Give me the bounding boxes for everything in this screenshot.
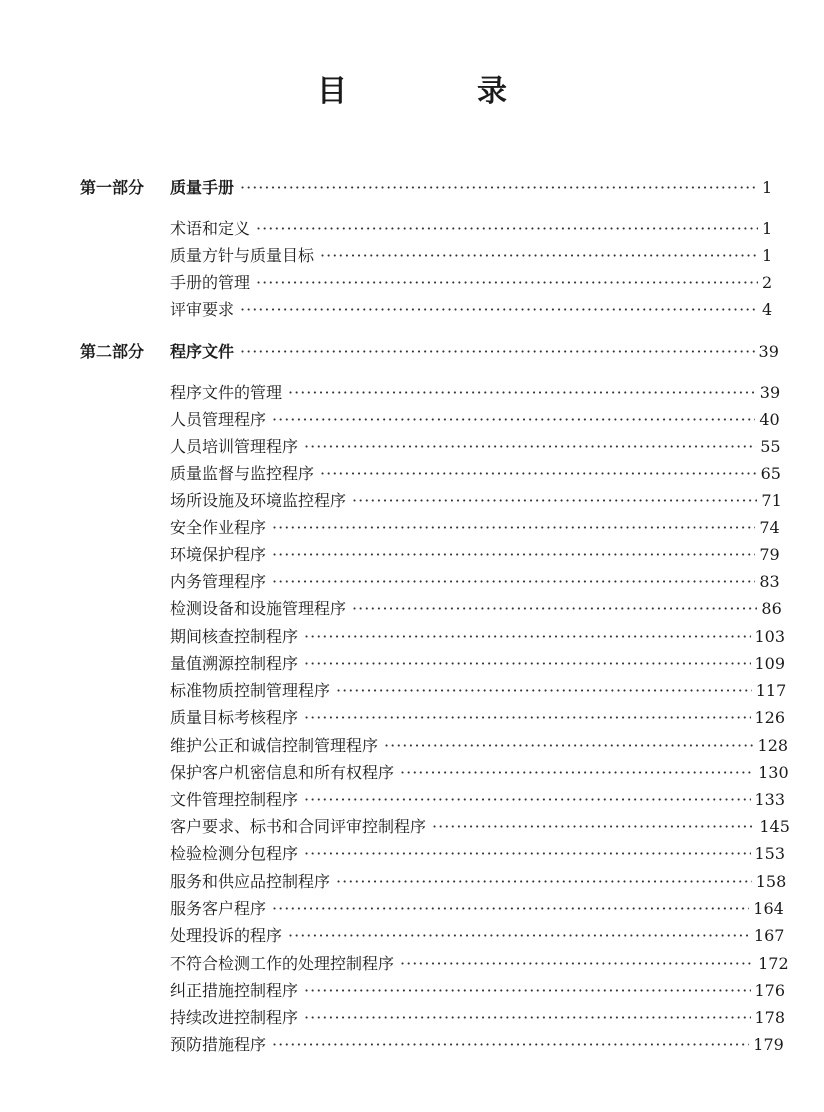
entry-title: 文件管理控制程序 [170, 790, 299, 809]
page-number: 126 [754, 708, 786, 727]
page-number: 145 [759, 817, 790, 836]
toc-entry[interactable] [170, 789, 786, 811]
entry-title: 质量监督与监控程序 [170, 464, 315, 483]
dot-leader [304, 980, 750, 1002]
entry-title: 程序文件的管理 [170, 383, 283, 402]
toc-entry[interactable] [170, 843, 786, 865]
page-number: 39 [758, 342, 779, 361]
entry-title: 标准物质控制管理程序 [170, 681, 331, 700]
entry-title: 服务和供应品控制程序 [170, 872, 331, 891]
toc-entry[interactable] [170, 272, 772, 294]
page-number: 83 [759, 572, 780, 591]
entry-title: 质量目标考核程序 [170, 708, 299, 727]
entry-title: 内务管理程序 [170, 572, 267, 591]
entry-title: 质量方针与质量目标 [170, 246, 315, 265]
dot-leader [304, 789, 750, 811]
dot-leader [288, 382, 756, 404]
toc-entry[interactable] [170, 707, 786, 729]
entry-title: 人员管理程序 [170, 410, 267, 429]
entry-title: 场所设施及环境监控程序 [170, 491, 347, 510]
toc-entry[interactable] [170, 436, 781, 458]
dot-leader [352, 490, 757, 512]
toc-part-2[interactable] [80, 341, 779, 363]
dot-leader [320, 245, 758, 267]
entry-title: 量值溯源控制程序 [170, 654, 299, 673]
page-number: 172 [758, 954, 789, 973]
page-number: 158 [755, 872, 787, 891]
dot-leader [240, 341, 755, 363]
toc-entry[interactable] [170, 871, 787, 893]
page-number: 179 [753, 1035, 784, 1054]
page-number: 2 [762, 273, 773, 292]
toc-entry[interactable] [170, 382, 781, 404]
dot-leader [240, 177, 758, 199]
part-label: 第二部分 [80, 342, 145, 361]
toc-entry[interactable] [170, 409, 780, 431]
entry-title: 术语和定义 [170, 219, 251, 238]
page-number: 4 [762, 300, 773, 319]
dot-leader [336, 680, 752, 702]
part-title: 程序文件 [170, 342, 235, 361]
page-number: 65 [760, 464, 781, 483]
entry-title: 服务客户程序 [170, 899, 267, 918]
dot-leader [304, 1007, 750, 1029]
dot-leader [256, 272, 758, 294]
entry-title: 保护客户机密信息和所有权程序 [170, 763, 395, 782]
dot-leader [432, 816, 755, 838]
dot-leader [304, 653, 750, 675]
toc-entry[interactable] [170, 626, 786, 648]
toc-entry[interactable] [170, 980, 786, 1002]
dot-leader [304, 436, 756, 458]
entry-title: 不符合检测工作的处理控制程序 [170, 954, 395, 973]
entry-title: 维护公正和诚信控制管理程序 [170, 736, 379, 755]
toc-entry[interactable] [170, 517, 780, 539]
page-number: 86 [761, 599, 782, 618]
page-number: 153 [754, 844, 786, 863]
toc-entry[interactable] [170, 571, 780, 593]
part-label: 第一部分 [80, 178, 145, 197]
toc-entry[interactable] [170, 463, 781, 485]
dot-leader [352, 598, 757, 620]
dot-leader [272, 409, 755, 431]
page-number: 128 [757, 736, 789, 755]
dot-leader [336, 871, 752, 893]
page-number: 39 [759, 383, 781, 402]
dot-leader [272, 898, 749, 920]
entry-title: 手册的管理 [170, 273, 251, 292]
toc-entry[interactable] [170, 1007, 786, 1029]
dot-leader [272, 517, 755, 539]
dot-leader [400, 953, 754, 975]
dot-leader [304, 843, 750, 865]
dot-leader [288, 925, 750, 947]
page-number: 1 [762, 246, 773, 265]
entry-title: 安全作业程序 [170, 518, 267, 537]
toc-entry[interactable] [170, 598, 782, 620]
dot-leader [272, 571, 755, 593]
dot-leader [256, 218, 758, 240]
page-number: 164 [753, 899, 784, 918]
page-number: 178 [754, 1008, 786, 1027]
entry-title: 评审要求 [170, 300, 235, 319]
page-number: 40 [759, 410, 780, 429]
toc-entry[interactable] [170, 544, 780, 566]
toc-entry[interactable] [170, 680, 787, 702]
dot-leader [304, 707, 750, 729]
entry-title: 检验检测分包程序 [170, 844, 299, 863]
page-title: 目 录 [317, 74, 557, 109]
page-number: 1 [762, 178, 773, 197]
page-number: 130 [758, 763, 789, 782]
page-number: 176 [754, 981, 786, 1000]
dot-leader [304, 626, 750, 648]
toc-entry[interactable] [170, 299, 772, 321]
page-number: 79 [759, 545, 780, 564]
toc-entry[interactable] [170, 925, 785, 947]
entry-title: 环境保护程序 [170, 545, 267, 564]
entry-title: 处理投诉的程序 [170, 926, 283, 945]
page-number: 167 [753, 926, 785, 945]
dot-leader [272, 544, 755, 566]
toc-entry[interactable] [170, 735, 789, 757]
toc-entry[interactable] [170, 490, 782, 512]
entry-title: 客户要求、标书和合同评审控制程序 [170, 817, 427, 836]
page-number: 117 [755, 681, 787, 700]
toc-entry[interactable] [170, 218, 772, 240]
dot-leader [272, 1034, 749, 1056]
entry-title: 期间核查控制程序 [170, 627, 299, 646]
page-number: 55 [760, 437, 781, 456]
dot-leader [400, 762, 754, 784]
toc-entry[interactable] [170, 762, 789, 784]
toc-part-1[interactable] [80, 177, 772, 199]
page-number: 109 [754, 654, 786, 673]
page-number: 133 [754, 790, 786, 809]
page-number: 1 [762, 219, 773, 238]
toc-entry[interactable] [170, 953, 789, 975]
toc-entry[interactable] [170, 1034, 784, 1056]
dot-leader [240, 299, 758, 321]
entry-title: 检测设备和设施管理程序 [170, 599, 347, 618]
toc-entry[interactable] [170, 653, 786, 675]
toc-entry[interactable] [170, 898, 784, 920]
toc-entry[interactable] [170, 245, 772, 267]
page-number: 74 [759, 518, 780, 537]
entry-title: 持续改进控制程序 [170, 1008, 299, 1027]
page-number: 71 [761, 491, 782, 510]
dot-leader [384, 735, 754, 757]
toc-entry[interactable] [170, 816, 790, 838]
entry-title: 预防措施程序 [170, 1035, 267, 1054]
entry-title: 人员培训管理程序 [170, 437, 299, 456]
part-title: 质量手册 [170, 178, 235, 197]
entry-title: 纠正措施控制程序 [170, 981, 299, 1000]
page-number: 103 [754, 627, 786, 646]
dot-leader [320, 463, 757, 485]
